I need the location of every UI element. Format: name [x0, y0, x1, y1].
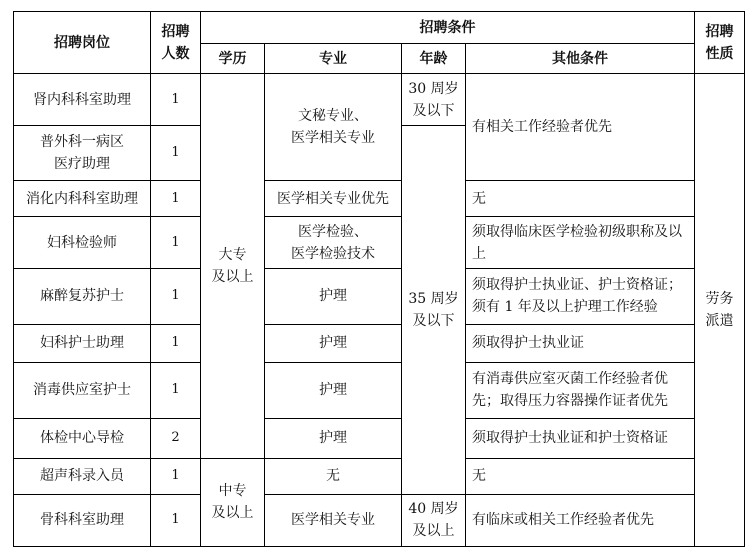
- count-cell: 1: [151, 362, 201, 418]
- header-nature: 招聘 性质: [695, 12, 745, 74]
- age-cell: 30 周岁 及以下: [402, 74, 466, 126]
- major-cell: 护理: [265, 324, 402, 362]
- count-cell: 1: [151, 126, 201, 181]
- header-education: 学历: [201, 44, 265, 74]
- count-cell: 1: [151, 74, 201, 126]
- education-cell: 大专 及以上: [201, 74, 265, 459]
- header-post: 招聘岗位: [14, 12, 151, 74]
- count-cell: 1: [151, 269, 201, 324]
- education-cell: 中专 及以上: [201, 458, 265, 546]
- count-cell: 2: [151, 418, 201, 458]
- major-cell: 医学检验、 医学检验技术: [265, 217, 402, 269]
- major-cell: 医学相关专业优先: [265, 181, 402, 217]
- count-cell: 1: [151, 217, 201, 269]
- header-count: 招聘 人数: [151, 12, 201, 74]
- count-cell: 1: [151, 458, 201, 494]
- count-cell: 1: [151, 324, 201, 362]
- count-cell: 1: [151, 181, 201, 217]
- post-cell: 消毒供应室护士: [14, 362, 151, 418]
- header-major: 专业: [265, 44, 402, 74]
- major-cell: 护理: [265, 269, 402, 324]
- recruitment-table: [13, 11, 745, 547]
- header-other: 其他条件: [466, 44, 695, 74]
- other-cell: 须取得临床医学检验初级职称及以上: [466, 217, 695, 269]
- other-cell: 有消毒供应室灭菌工作经验者优 先；取得压力容器操作证者优先: [466, 362, 695, 418]
- post-cell: 妇科检验师: [14, 217, 151, 269]
- other-cell: 须取得护士执业证、护士资格证； 须有 1 年及以上护理工作经验: [466, 269, 695, 324]
- other-cell: 有相关工作经验者优先: [466, 74, 695, 181]
- other-cell: 须取得护士执业证: [466, 324, 695, 362]
- other-cell: 无: [466, 458, 695, 494]
- post-cell: 消化内科科室助理: [14, 181, 151, 217]
- age-cell: 40 周岁 及以上: [402, 494, 466, 546]
- post-cell: 体检中心导检: [14, 418, 151, 458]
- post-cell: 超声科录入员: [14, 458, 151, 494]
- major-cell: 文秘专业、 医学相关专业: [265, 74, 402, 181]
- post-cell: 麻醉复苏护士: [14, 269, 151, 324]
- post-cell: 肾内科科室助理: [14, 74, 151, 126]
- nature-cell: 劳务 派遣: [695, 74, 745, 547]
- age-cell: 35 周岁 及以下: [402, 126, 466, 495]
- post-cell: 骨科科室助理: [14, 494, 151, 546]
- other-cell: 无: [466, 181, 695, 217]
- major-cell: 无: [265, 458, 402, 494]
- post-cell: 普外科一病区 医疗助理: [14, 126, 151, 181]
- header-conditions: 招聘条件: [201, 12, 695, 44]
- major-cell: 医学相关专业: [265, 494, 402, 546]
- major-cell: 护理: [265, 362, 402, 418]
- major-cell: 护理: [265, 418, 402, 458]
- other-cell: 有临床或相关工作经验者优先: [466, 494, 695, 546]
- count-cell: 1: [151, 494, 201, 546]
- other-cell: 须取得护士执业证和护士资格证: [466, 418, 695, 458]
- header-age: 年龄: [402, 44, 466, 74]
- post-cell: 妇科护士助理: [14, 324, 151, 362]
